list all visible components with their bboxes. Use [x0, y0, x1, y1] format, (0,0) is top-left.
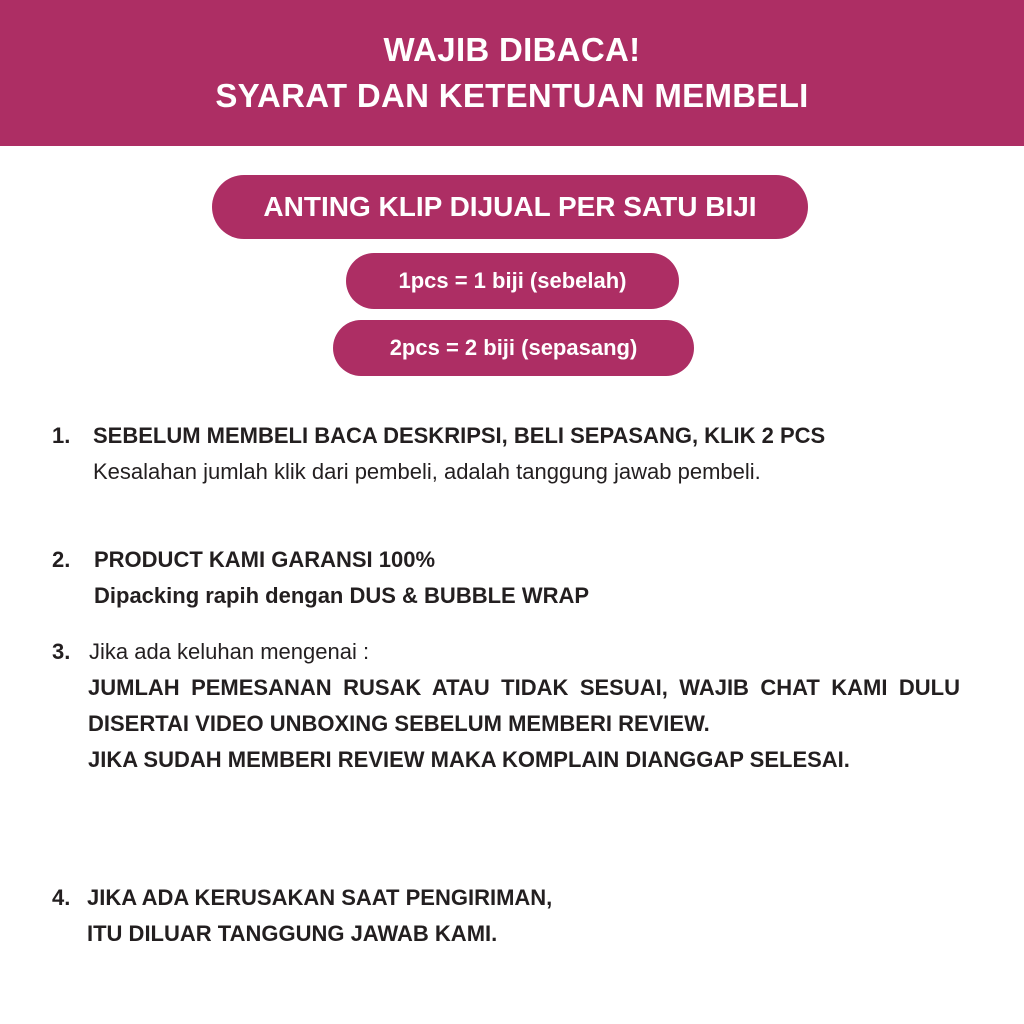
sale-unit-badge: ANTING KLIP DIJUAL PER SATU BIJI [212, 175, 808, 239]
single-piece-badge: 1pcs = 1 biji (sebelah) [346, 253, 679, 309]
term-lead: Jika ada keluhan mengenai : [89, 639, 370, 664]
term-body: ITU DILUAR TANGGUNG JAWAB KAMI. [87, 921, 498, 946]
term-number: 2. [52, 547, 71, 572]
term-item-2 [52, 542, 960, 614]
pair-badge: 2pcs = 2 biji (sepasang) [333, 320, 694, 376]
term-note: JIKA SUDAH MEMBERI REVIEW MAKA KOMPLAIN DIANGGAP SELESAI. [88, 747, 850, 772]
term-item-1 [52, 418, 960, 490]
term-body: JUMLAH PEMESANAN RUSAK ATAU TIDAK SESUAI, WAJIB CHAT KAMI DULU DISERTAI VIDEO UNBOXING SEBELUM MEMBERI REVIEW. [88, 675, 960, 736]
term-title: PRODUCT KAMI GARANSI 100% [94, 547, 436, 572]
header-title-line-2: SYARAT DAN KETENTUAN MEMBELI [215, 77, 809, 114]
term-number: 3. [52, 639, 71, 664]
term-number: 1. [52, 423, 71, 448]
term-title: JIKA ADA KERUSAKAN SAAT PENGIRIMAN, [87, 885, 553, 910]
header-banner [0, 0, 1024, 146]
header-title-line-1: WAJIB DIBACA! [383, 31, 641, 68]
term-number: 4. [52, 885, 71, 910]
term-body: Dipacking rapih dengan DUS & BUBBLE WRAP [94, 583, 590, 608]
term-title: SEBELUM MEMBELI BACA DESKRIPSI, BELI SEPASANG, KLIK 2 PCS [93, 423, 826, 448]
term-body: Kesalahan jumlah klik dari pembeli, adalah tanggung jawab pembeli. [93, 459, 761, 484]
term-item-4 [52, 880, 960, 952]
term-item-3 [52, 634, 960, 778]
